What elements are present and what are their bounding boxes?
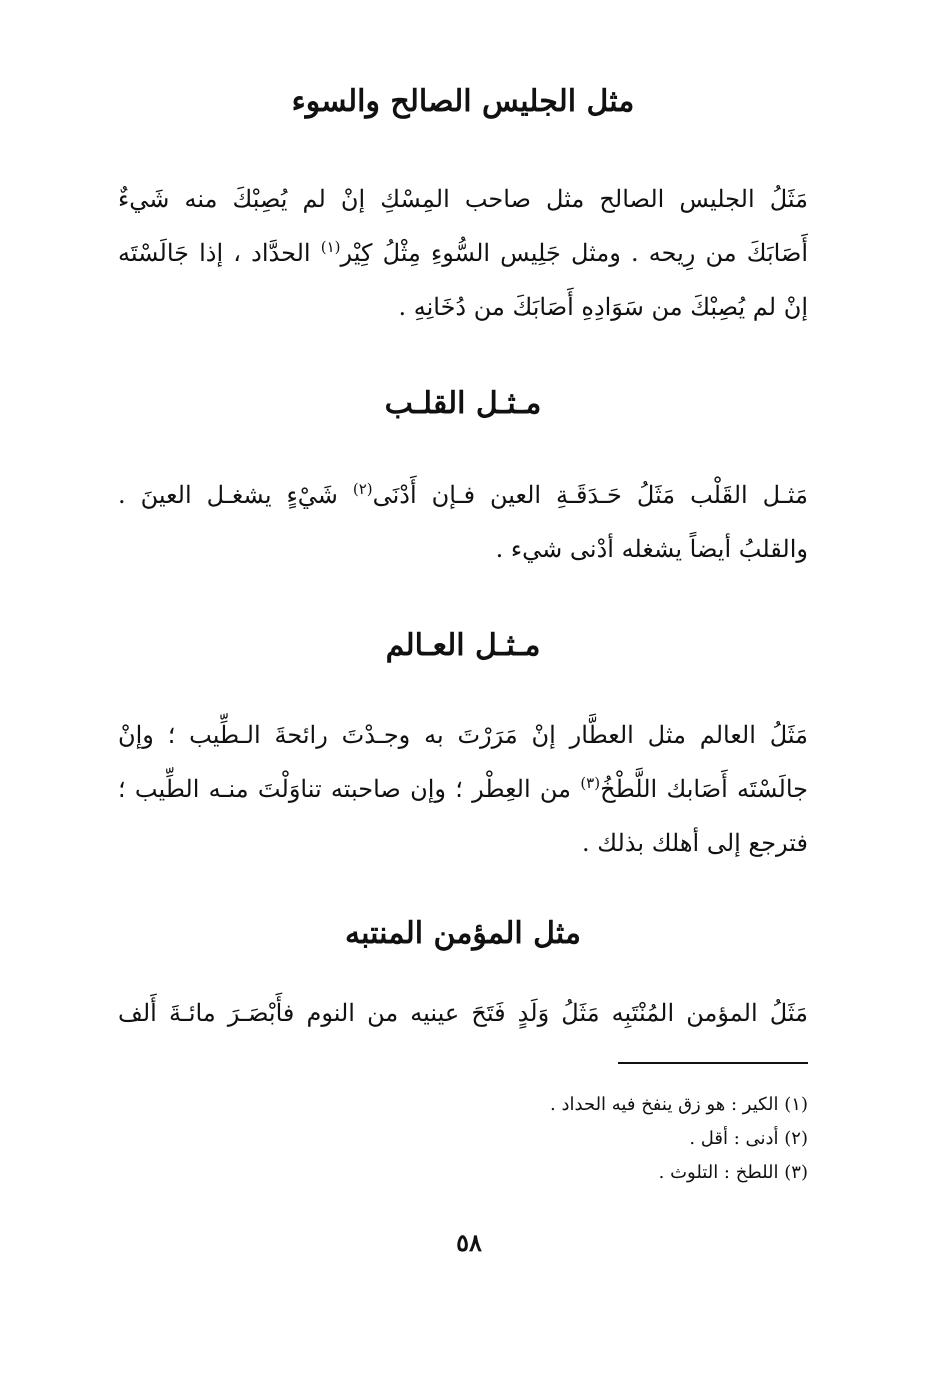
footnote-2: (٢) أدنى : أقل .	[689, 1128, 808, 1149]
paragraph-line: والقلبُ أيضاً يشغله أدْنى شيء .	[495, 535, 808, 563]
paragraph	[118, 986, 808, 1040]
section-alert-believer-body	[118, 986, 808, 1040]
paragraph	[118, 468, 808, 576]
paragraph	[118, 708, 808, 870]
footnote-divider	[618, 1062, 808, 1064]
paragraph-line: إنْ لم يُصِبْكَ من سَوَادِهِ أَصَابَكَ من دُخَانِهِ .	[398, 293, 808, 321]
line-text: مَثـل القَلْب مَثَلُ حَـدَقَـةِ العين فـإن أَدْنَى	[372, 481, 808, 509]
section-heart	[118, 384, 808, 424]
footnote-1: (١) الكير : هو زق ينفخ فيه الحداد .	[550, 1094, 808, 1115]
section-title: مثل المؤمن المنتبه	[344, 916, 581, 951]
paragraph	[118, 172, 808, 334]
section-alert-believer	[118, 914, 808, 954]
footnote-marker[interactable]: (٣)	[580, 774, 601, 792]
section-good-bad-companion-body	[118, 172, 808, 334]
line-text: الحدَّاد ، إذا جَالَسْتَه	[118, 239, 321, 267]
line-text: جالَسْتَه أَصَابك اللَّطْخُ	[600, 775, 809, 803]
footnote-3: (٣) اللطخ : التلوث .	[658, 1162, 808, 1183]
page-number: ٥٨	[456, 1228, 482, 1257]
footnotes	[118, 1088, 808, 1190]
section-scholar	[118, 626, 808, 666]
line-text: أَصَابَكَ من رِيحه . ومثل جَلِيس السُّوءِ مِثْلُ كِيْر	[340, 239, 808, 267]
section-title: مـثـل العـالم	[385, 628, 541, 663]
section-title: مثل الجليس الصالح والسوء	[291, 84, 635, 119]
paragraph-line: فترجع إلى أهلك بذلك .	[581, 829, 808, 857]
footnote-marker[interactable]: (٢)	[352, 480, 373, 498]
footnote-marker[interactable]: (١)	[320, 238, 341, 256]
section-heart-body	[118, 468, 808, 576]
paragraph-line: مَثَلُ العالم مثل العطَّار إنْ مَرَرْتَ به وجـدْتَ رائحةَ الـطِّيب ؛ وإنْ	[118, 721, 808, 749]
paragraph-line	[118, 762, 808, 816]
paragraph-line: مَثَلُ المؤمن المُنْتَبِه مَثَلُ وَلَدٍ فَتَحَ عينيه من النوم فأَبْصَـرَ مائـةَ أَلف	[118, 999, 808, 1027]
paragraph-line: مَثَلُ الجليس الصالح مثل صاحب المِسْكِ إنْ لم يُصِبْكَ منه شَيءٌ	[118, 185, 808, 213]
section-scholar-body	[118, 708, 808, 870]
line-text: شَيْءٍ يشغـل العينَ .	[118, 481, 353, 509]
paragraph-line	[118, 226, 808, 280]
section-title: مـثـل القلـب	[384, 386, 542, 421]
paragraph-line	[118, 468, 808, 522]
section-good-bad-companion	[118, 82, 808, 122]
line-text: من العِطْر ؛ وإن صاحبته تناوَلْتَ منـه الطِّيب ؛	[118, 775, 581, 803]
